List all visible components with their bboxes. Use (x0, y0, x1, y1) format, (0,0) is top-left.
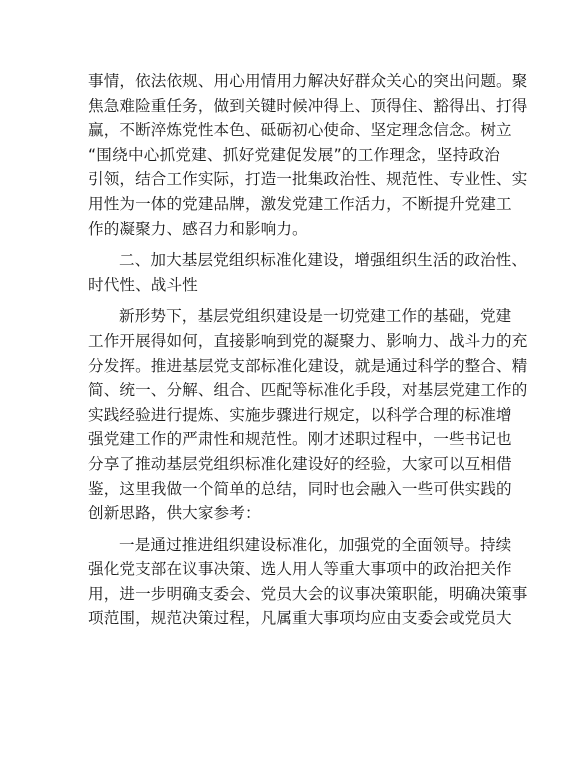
heading-line: 二、加大基层党组织标准化建设，增强组织生活的政治性、 (119, 251, 528, 270)
text-line: 事情，依法依规、用心用情用力解决好群众关心的突出问题。聚 (88, 72, 528, 90)
text-line: 一是通过推进组织建设标准化，加强党的全面领导。持续 (119, 535, 512, 554)
text-line: 分发挥。推进基层党支部标准化建设，就是通过科学的整合、精 (88, 356, 528, 375)
paragraph (88, 533, 528, 631)
text-line: 焦急难险重任务，做到关键时候冲得上、顶得住、豁得出、打得 (88, 96, 528, 115)
paragraph-spacer (88, 297, 500, 304)
paragraph-continuation (88, 69, 528, 241)
text-line: 强党建工作的严肃性和规范性。刚才述职过程中，一些书记也 (88, 430, 512, 449)
text-line: 工作开展得如何，直接影响到党的凝聚力、影响力、战斗力的充 (88, 331, 528, 350)
text-line: 引领，结合工作实际，打造一批集政治性、规范性、专业性、实 (88, 170, 528, 189)
text-line: 强化党支部在议事决策、选人用人等重大事项中的政治把关作 (88, 560, 512, 579)
text-line: 赢，不断淬炼党性本色、砥砺初心使命、坚定理念信念。树立 (88, 121, 512, 140)
text-line: 新形势下，基层党组织建设是一切党建工作的基础，党建 (119, 307, 512, 326)
text-line: 分享了推动基层党组织标准化建设好的经验，大家可以互相借 (88, 454, 512, 473)
text-line: 用，进一步明确支委会、党员大会的议事决策职能，明确决策事 (88, 584, 528, 603)
text-line: 用性为一体的党建品牌，激发党建工作活力，不断提升党建工 (88, 194, 512, 213)
text-line: 项范围，规范决策过程，凡属重大事项均应由支委会或党员大 (88, 609, 512, 628)
document-body (88, 69, 528, 631)
text-line: 简、统一、分解、组合、匹配等标准化手段，对基层党建工作的 (88, 381, 528, 400)
paragraph (88, 304, 528, 525)
paragraph-spacer (88, 241, 500, 248)
section-heading (88, 248, 528, 297)
paragraph-spacer (88, 526, 500, 533)
text-line: 创新思路，供大家参考： (88, 504, 261, 523)
text-line: 鉴，这里我做一个简单的总结，同时也会融入一些可供实践的 (88, 479, 512, 498)
heading-line: 时代性、战斗性 (88, 275, 198, 294)
text-line: 实践经验进行提炼、实施步骤进行规定，以科学合理的标准增 (88, 405, 512, 424)
text-line: “围绕中心抓党建、抓好党建促发展”的工作理念，坚持政治 (88, 145, 500, 164)
text-line: 作的凝聚力、感召力和影响力。 (88, 219, 308, 238)
